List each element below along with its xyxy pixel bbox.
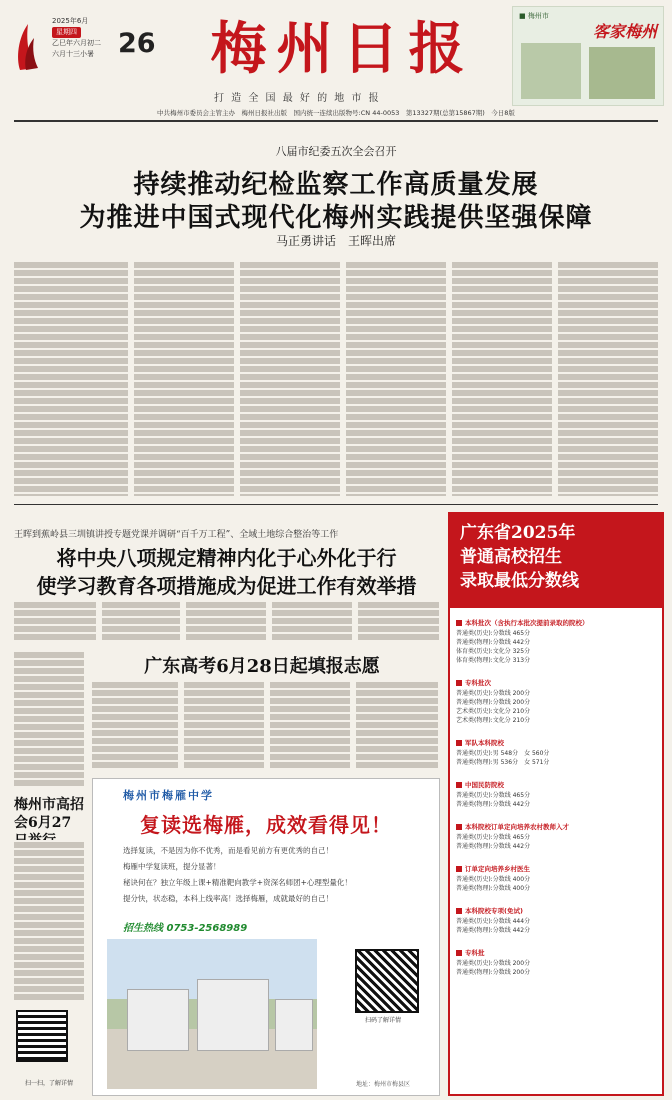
masthead: [0, 0, 672, 118]
story2-body-text: [14, 600, 439, 640]
score-row: 普通类(历史):分数线 200分: [456, 960, 531, 967]
score-row: 普通类(历史):男 548分 女 560分: [456, 750, 550, 757]
score-section-heading: 中国民防院校: [456, 780, 656, 789]
qr-code-icon[interactable]: [16, 1010, 68, 1062]
score-row: 普通类(物理):分数线 200分: [456, 699, 531, 706]
story2-headline-2: 使学习教育各项措施成为促进工作有效举措: [36, 574, 417, 598]
lead-headline-2: 为推进中国式现代化梅州实践提供坚强保障: [79, 203, 593, 233]
story3-headline: 广东高考6月28日起填报志愿: [144, 656, 380, 677]
school-ad-line-4: 提分快，状态稳，本科上线率高！选择梅雁，成就最好的自己！: [123, 894, 333, 903]
admission-score-sidebar: [448, 512, 664, 1096]
score-row: 普通类(历史):分数线 200分: [456, 690, 531, 697]
qr-caption: 扫一扫，了解详情: [24, 1080, 73, 1087]
masthead-ad: [512, 6, 664, 106]
campus-building: [197, 979, 269, 1051]
column-gap: [264, 680, 270, 770]
newspaper-title: 梅州日报: [210, 16, 475, 82]
school-ad-line-1: 选择复读，不是因为你不优秀，而是看见前方有更优秀的自己！: [123, 846, 333, 855]
score-row: 普通类(历史):分数线 400分: [456, 876, 531, 883]
score-row: 艺术类(历史):文化分 210分: [456, 708, 531, 715]
lead-byline: 马正勇讲话 王晖出席: [275, 234, 396, 248]
score-row: 普通类(历史):分数线 465分: [456, 834, 531, 841]
score-row: 普通类(物理):分数线 400分: [456, 885, 531, 892]
score-row: 普通类(物理):分数线 442分: [456, 639, 531, 646]
column-gap: [234, 260, 240, 496]
ad-scene-image: [589, 47, 655, 99]
score-section-heading: 订单定向培养乡村医生: [456, 864, 656, 873]
lead-kicker: 八届市纪委五次全会召开: [275, 145, 397, 158]
column-gap: [350, 680, 356, 770]
sidebar-title-1: 广东省2025年: [460, 523, 576, 543]
score-section-heading: 军队本科院校: [456, 738, 656, 747]
date-box: [14, 14, 164, 94]
column-gap: [96, 600, 102, 640]
score-section-heading: 专科批: [456, 948, 656, 957]
score-row: 普通类(物理):分数线 442分: [456, 843, 531, 850]
column-gap: [552, 260, 558, 496]
column-gap: [446, 260, 452, 496]
school-logo: 梅州市梅雁中学: [123, 789, 214, 802]
score-row: 普通类(历史):分数线 444分: [456, 918, 531, 925]
score-row: 普通类(历史):分数线 465分: [456, 630, 531, 637]
column-gap: [340, 260, 346, 496]
score-row: 体育类(历史):文化分 325分: [456, 648, 531, 655]
score-row: 普通类(物理):男 536分 女 571分: [456, 759, 550, 766]
score-section-heading: 专科批次: [456, 678, 656, 687]
score-row: 体育类(物理):文化分 313分: [456, 657, 531, 664]
campus-building: [127, 989, 189, 1051]
issue-date: 2025年6月: [52, 17, 89, 25]
date-lines: [52, 16, 101, 60]
column-gap: [352, 600, 358, 640]
lunar-date: 乙巳年六月初二: [52, 39, 101, 47]
score-section-heading: 本科批次（含执行本批次提前录取的院校）: [456, 618, 656, 627]
newspaper-emblem-icon: [14, 18, 40, 74]
column-gap: [128, 260, 134, 496]
publisher-line: 中共梅州市委员会主管主办 梅州日报社出版 国内统一连续出版物号:CN 44-0053 第13327期(总第15867期) 今日8版: [157, 109, 515, 117]
score-row: 艺术类(物理):文化分 210分: [456, 717, 531, 724]
score-row: 普通类(物理):分数线 200分: [456, 969, 531, 976]
school-qr-caption: 扫码了解详情: [364, 1017, 401, 1024]
story4-body-text: [14, 840, 84, 1000]
score-row: 普通类(历史):分数线 465分: [456, 792, 531, 799]
school-ad-hotline: 招生热线 0753-2568989: [123, 923, 248, 934]
lead-headline-1: 持续推动纪检监察工作高质量发展: [133, 170, 539, 200]
page-number: 26: [118, 28, 156, 59]
school-address: 地址：梅州市梅县区: [355, 1081, 410, 1088]
story2-subhead: 王晖到蕉岭县三圳镇讲授专题党课并调研“百千万工程”、全域土地综合整治等工作: [14, 530, 339, 540]
ad-brand: ■ 梅州市: [519, 12, 549, 20]
school-ad-headline: 复读选梅雁，成效看得见！: [140, 813, 392, 837]
story4-headline: 梅州市高招会6月27: [14, 797, 84, 831]
masthead-divider: [14, 120, 658, 122]
section-divider: [14, 504, 658, 505]
school-ad-line-2: 梅雁中学复读班，提分显著！: [123, 862, 221, 871]
solar-term: 六月十三小暑: [52, 50, 94, 58]
score-row: 普通类(物理):分数线 442分: [456, 801, 531, 808]
score-row: 普通类(物理):分数线 442分: [456, 927, 531, 934]
column-gap: [180, 600, 186, 640]
sidebar-header: [450, 514, 662, 608]
story4-body-upper: [14, 650, 84, 786]
lead-body-text: [14, 260, 658, 496]
sidebar-title-3: 录取最低分数线: [460, 571, 579, 591]
weekday-badge: 星期四: [52, 27, 81, 38]
campus-photo: [107, 939, 317, 1089]
school-ad: [92, 778, 440, 1096]
newspaper-motto: 打 造 全 国 最 好 的 地 市 报: [214, 93, 381, 104]
score-section-heading: 本科院校专项(免试): [456, 906, 656, 915]
column-gap: [178, 680, 184, 770]
campus-building: [275, 999, 313, 1051]
ad-title: 客家梅州: [592, 22, 657, 41]
ad-product-image: [521, 43, 581, 99]
score-section-heading: 本科院校订单定向培养农村教师入才: [456, 822, 656, 831]
column-gap: [266, 600, 272, 640]
school-qr-code-icon[interactable]: [355, 949, 419, 1013]
school-ad-line-3: 秘诀何在？独立年级上课+精准靶向教学+资深名师团+心理型量化！: [123, 878, 352, 887]
sidebar-title-2: 普通高校招生: [460, 547, 562, 567]
story2-headline-1: 将中央八项规定精神内化于心外化于行: [56, 546, 397, 570]
